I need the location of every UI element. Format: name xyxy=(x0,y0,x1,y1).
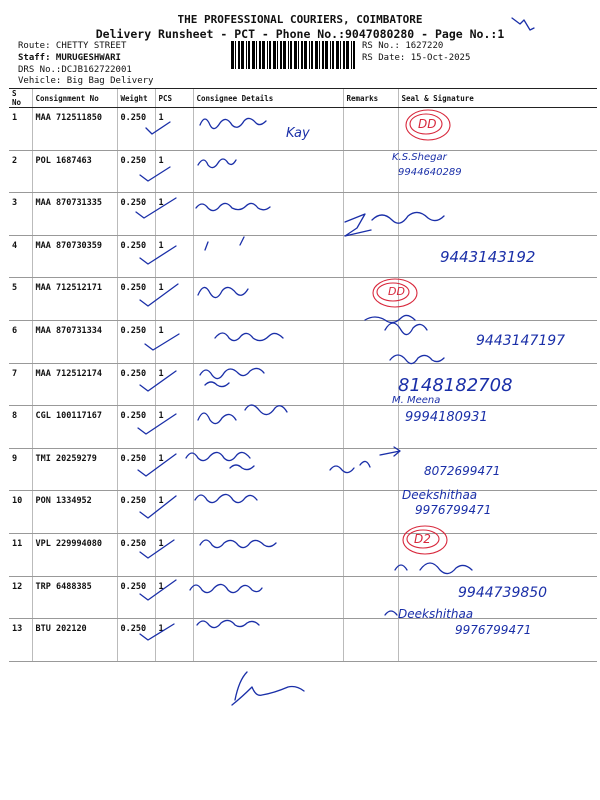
rs-date: RS Date: 15-Oct-2025 xyxy=(362,53,471,63)
table-row xyxy=(9,150,597,193)
barcode-bar xyxy=(262,41,265,69)
sno-cell: 10 xyxy=(9,491,32,534)
barcode-bar xyxy=(238,41,240,69)
weight-cell: 0.250 xyxy=(117,491,155,534)
sno-cell: 6 xyxy=(9,320,32,363)
barcode-bar xyxy=(259,41,261,69)
table-row xyxy=(9,533,597,576)
barcode-bar xyxy=(351,41,352,69)
pcs-cell: 1 xyxy=(155,619,193,662)
stamp-d2-11: D2 xyxy=(414,532,431,546)
consignment-cell: MAA 712512171 xyxy=(32,278,117,321)
barcode-bar xyxy=(304,41,307,69)
weight-cell: 0.250 xyxy=(117,533,155,576)
remarks-cell xyxy=(343,448,398,491)
consignee-cell xyxy=(193,235,343,278)
barcode-bar xyxy=(309,41,310,69)
pcs-cell: 1 xyxy=(155,576,193,619)
pcs-cell: 1 xyxy=(155,533,193,576)
staff: Staff: MURUGESHWARI xyxy=(18,53,121,63)
stamp-dd-1: DD xyxy=(418,117,437,131)
row8-name: M. Meena xyxy=(392,395,441,406)
barcode-bar xyxy=(277,41,278,69)
barcode-bar xyxy=(269,41,271,69)
pcs-cell: 1 xyxy=(155,278,193,321)
remarks-cell xyxy=(343,576,398,619)
rs-number: RS No.: 1627220 xyxy=(362,41,444,51)
remarks-cell xyxy=(343,363,398,406)
consignment-cell: TMI 20259279 xyxy=(32,448,117,491)
row7-phone: 8148182708 xyxy=(398,375,513,396)
signature-cell xyxy=(398,278,597,321)
consignee-cell xyxy=(193,320,343,363)
row9-phone: 8072699471 xyxy=(424,464,501,478)
barcode-bar xyxy=(235,41,236,69)
company-name: THE PROFESSIONAL COURIERS, COIMBATORE xyxy=(177,13,423,26)
table-row xyxy=(9,278,597,321)
barcode-bar xyxy=(294,41,297,69)
barcode-bar xyxy=(346,41,349,69)
remarks-cell xyxy=(343,320,398,363)
pcs-cell: 1 xyxy=(155,235,193,278)
remarks-cell xyxy=(343,533,398,576)
barcode-bar xyxy=(330,41,331,69)
vehicle: Vehicle: Big Bag Delivery xyxy=(18,76,154,86)
weight-cell: 0.250 xyxy=(117,108,155,151)
table-row xyxy=(9,491,597,534)
barcode-bar xyxy=(322,41,324,69)
pcs-cell: 1 xyxy=(155,150,193,193)
pcs-cell: 1 xyxy=(155,108,193,151)
barcode-bar xyxy=(231,41,234,69)
remarks-cell xyxy=(343,619,398,662)
barcode-bar xyxy=(315,41,318,69)
sno-cell: 1 xyxy=(9,108,32,151)
pcs-cell: 1 xyxy=(155,320,193,363)
barcode-bar xyxy=(353,41,355,69)
table-row xyxy=(9,193,597,236)
weight-cell: 0.250 xyxy=(117,448,155,491)
barcode-bar xyxy=(256,41,257,69)
sno-cell: 5 xyxy=(9,278,32,321)
row2-phone: 9944640289 xyxy=(398,167,462,178)
table-row xyxy=(9,406,597,449)
barcode-bar xyxy=(343,41,345,69)
consignee-cell xyxy=(193,576,343,619)
consignee-cell xyxy=(193,448,343,491)
sno-cell: 4 xyxy=(9,235,32,278)
table-header-row xyxy=(9,89,597,108)
row13-phone: 9976799471 xyxy=(455,623,532,637)
row8-phone: 9994180931 xyxy=(405,410,488,425)
barcode-bar xyxy=(336,41,339,69)
row6-phone: 9443147197 xyxy=(476,333,566,349)
consignment-cell: MAA 870731334 xyxy=(32,320,117,363)
sno-cell: 8 xyxy=(9,406,32,449)
col-remarks: Remarks xyxy=(343,89,398,108)
remarks-cell xyxy=(343,491,398,534)
consignment-cell: VPL 229994080 xyxy=(32,533,117,576)
sno-cell: 13 xyxy=(9,619,32,662)
barcode-bar xyxy=(298,41,299,69)
pcs-cell: 1 xyxy=(155,406,193,449)
weight-cell: 0.250 xyxy=(117,576,155,619)
sno-cell: 12 xyxy=(9,576,32,619)
remarks-cell xyxy=(343,193,398,236)
col-weight: Weight xyxy=(117,89,155,108)
barcode-bar xyxy=(267,41,268,69)
consignment-cell: MAA 870731335 xyxy=(32,193,117,236)
barcode-bar xyxy=(288,41,289,69)
sno-cell: 3 xyxy=(9,193,32,236)
weight-cell: 0.250 xyxy=(117,320,155,363)
pcs-cell: 1 xyxy=(155,193,193,236)
pcs-cell: 1 xyxy=(155,491,193,534)
remarks-cell xyxy=(343,150,398,193)
row4-phone: 9443143192 xyxy=(440,248,536,266)
consignee-cell xyxy=(193,108,343,151)
consignment-cell: MAA 712511850 xyxy=(32,108,117,151)
consignee-cell xyxy=(193,278,343,321)
row10-phone: 9976799471 xyxy=(415,503,492,517)
sno-cell: 11 xyxy=(9,533,32,576)
sno-cell: 2 xyxy=(9,150,32,193)
weight-cell: 0.250 xyxy=(117,406,155,449)
barcode-bar xyxy=(283,41,286,69)
consignee-cell xyxy=(193,150,343,193)
barcode xyxy=(231,41,356,69)
barcode-bar xyxy=(325,41,328,69)
barcode-bar xyxy=(248,41,250,69)
barcode-bar xyxy=(301,41,303,69)
consignment-cell: BTU 202120 xyxy=(32,619,117,662)
barcode-bar xyxy=(252,41,255,69)
row1-note: Kay xyxy=(286,126,310,141)
row10-name: Deekshithaa xyxy=(402,488,478,502)
signature-cell xyxy=(398,193,597,236)
col-consignment: Consignment No xyxy=(32,89,117,108)
sno-cell: 7 xyxy=(9,363,32,406)
col-consignee: Consignee Details xyxy=(193,89,343,108)
consignee-cell xyxy=(193,193,343,236)
barcode-bar xyxy=(340,41,341,69)
remarks-cell xyxy=(343,235,398,278)
col-signature: Seal & Signature xyxy=(398,89,597,108)
pcs-cell: 1 xyxy=(155,363,193,406)
table-row xyxy=(9,448,597,491)
row13-name: Deekshithaa xyxy=(398,607,474,621)
barcode-bar xyxy=(280,41,282,69)
barcode-bar xyxy=(241,41,244,69)
consignment-cell: TRP 6488385 xyxy=(32,576,117,619)
consignee-cell xyxy=(193,533,343,576)
barcode-bar xyxy=(319,41,320,69)
remarks-cell xyxy=(343,406,398,449)
weight-cell: 0.250 xyxy=(117,193,155,236)
consignee-cell xyxy=(193,363,343,406)
weight-cell: 0.250 xyxy=(117,619,155,662)
consignment-cell: MAA 712512174 xyxy=(32,363,117,406)
consignee-cell xyxy=(193,406,343,449)
barcode-bar xyxy=(332,41,334,69)
consignee-cell xyxy=(193,619,343,662)
barcode-bar xyxy=(311,41,313,69)
runsheet-title: Delivery Runsheet - PCT - Phone No.:9047080280 - Page No.:1 xyxy=(95,27,505,41)
weight-cell: 0.250 xyxy=(117,363,155,406)
drs-number: DRS No.:DCJB162722001 xyxy=(18,65,132,75)
remarks-cell xyxy=(343,108,398,151)
barcode-bar xyxy=(290,41,292,69)
row2-signature: K.S.Shegar xyxy=(392,152,447,163)
weight-cell: 0.250 xyxy=(117,235,155,278)
route: Route: CHETTY STREET xyxy=(18,41,127,51)
weight-cell: 0.250 xyxy=(117,150,155,193)
weight-cell: 0.250 xyxy=(117,278,155,321)
stamp-dd-5: DD xyxy=(388,285,405,298)
barcode-bar xyxy=(246,41,247,69)
consignee-cell xyxy=(193,491,343,534)
consignment-cell: PON 1334952 xyxy=(32,491,117,534)
barcode-bar xyxy=(273,41,276,69)
col-sno: S No xyxy=(9,89,32,108)
consignment-cell: POL 1687463 xyxy=(32,150,117,193)
col-pcs: PCS xyxy=(155,89,193,108)
pcs-cell: 1 xyxy=(155,448,193,491)
consignment-cell: MAA 870730359 xyxy=(32,235,117,278)
consignment-cell: CGL 100117167 xyxy=(32,406,117,449)
sno-cell: 9 xyxy=(9,448,32,491)
row12-phone: 9944739850 xyxy=(458,585,548,601)
